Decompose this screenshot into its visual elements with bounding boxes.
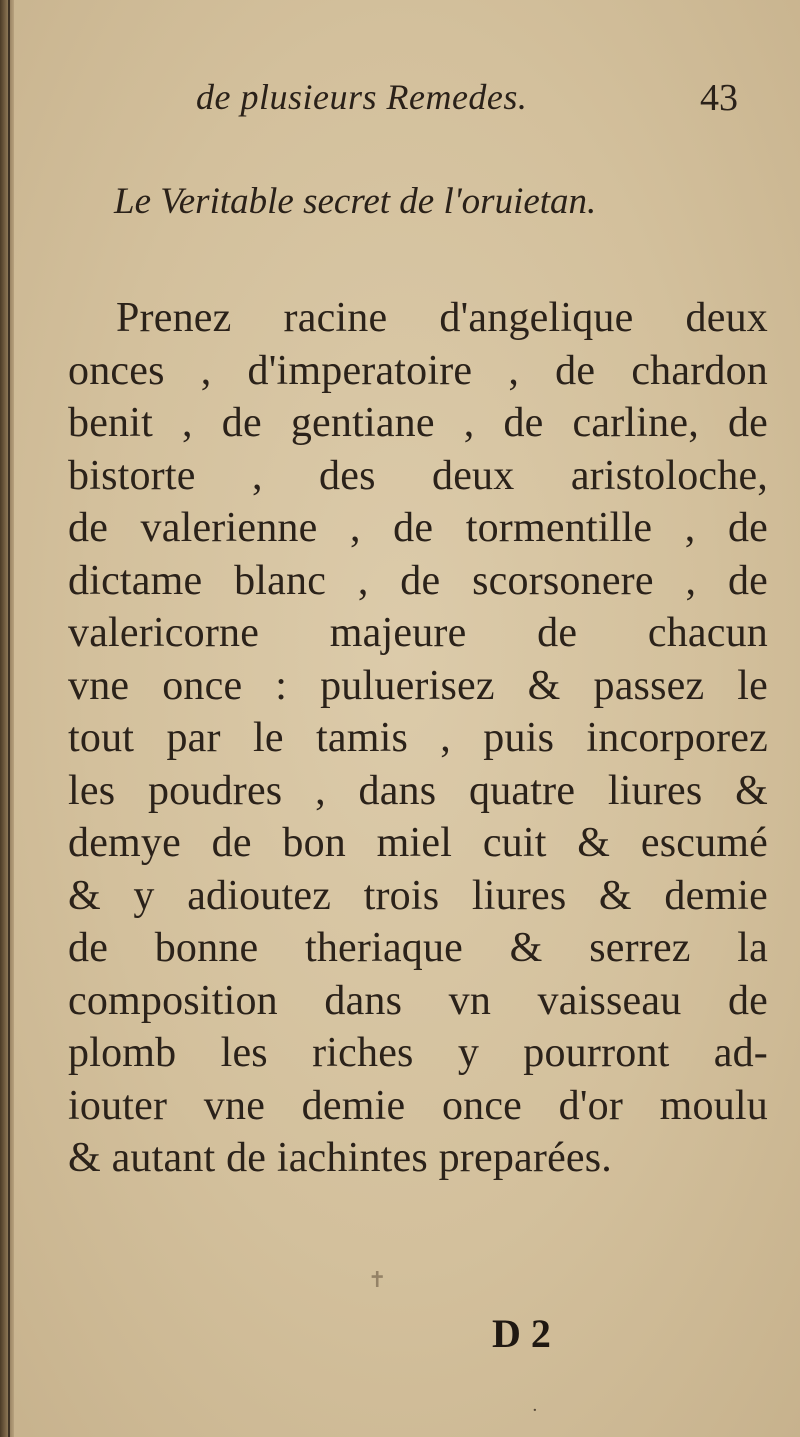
text-line: onces , d'imperatoire , de chardon (68, 347, 768, 394)
text-line: de bonne theriaque & serrez la (68, 925, 768, 971)
signature-mark: D 2 (492, 1311, 551, 1356)
text-line: Prenez racine d'angelique deux (116, 295, 768, 341)
text-line: iouter vne demie once d'or moulu (68, 1082, 768, 1129)
text-line: de valerienne , de tormentille , de (68, 505, 768, 551)
text-line: vne once : puluerisez & passez le (68, 662, 768, 709)
body-text (68, 292, 768, 1185)
text-line: composition dans vn vaisseau de (68, 977, 768, 1024)
running-head: de plusieurs Remedes. (196, 77, 528, 117)
text-line: benit , de gentiane , de carline, de (68, 400, 768, 446)
text-line: bistorte , des deux aristoloche, (68, 452, 768, 499)
text-line: plomb les riches y pourront ad- (68, 1030, 768, 1076)
gutter-shadow-line (8, 0, 10, 1437)
text-line: valericorne majeure de chacun (68, 610, 768, 656)
page-number: 43 (700, 77, 738, 119)
ornament-mark: ✝ (368, 1268, 387, 1293)
section-title: Le Veritable secret de l'oruietan. (114, 181, 597, 222)
text-line: tout par le tamis , puis incorporez (68, 715, 768, 761)
text-line: dictame blanc , de scorsonere , de (68, 557, 768, 604)
text-line: les poudres , dans quatre liures & (68, 767, 768, 814)
text-line: demye de bon miel cuit & escumé (68, 820, 768, 866)
text-line: & y adioutez trois liures & demie (68, 872, 768, 919)
text-line: & autant de iachintes preparées. (68, 1135, 612, 1181)
book-gutter (0, 0, 14, 1437)
ink-mark: · (532, 1400, 538, 1421)
